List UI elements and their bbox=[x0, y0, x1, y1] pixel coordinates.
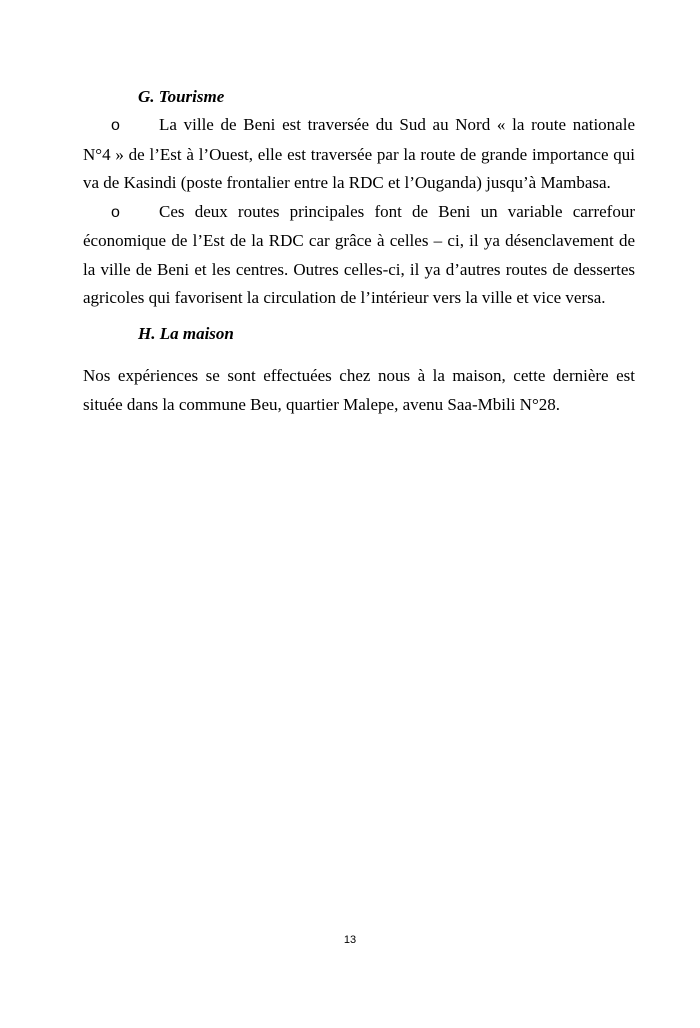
bullet-text: La ville de Beni est traversée du Sud au Nord « la route nationale N°4 » de l’Est à l’Ouest, elle est traversée par la route de grande importance qui va de Kasindi (poste frontalier entre la RDC et l’Ouganda) jusqu’à Mambasa. bbox=[83, 115, 635, 192]
section-heading-tourisme: G. Tourisme bbox=[138, 87, 225, 106]
page-number: 13 bbox=[343, 934, 357, 946]
body-paragraph: Nos expériences se sont effectuées chez nous à la maison, cette dernière est située dans la commune Beu, quartier Malepe, avenu Saa-Mbili N°28. bbox=[83, 366, 635, 414]
tourisme-bullets bbox=[83, 111, 635, 313]
bullet-marker: o bbox=[111, 203, 120, 221]
bullet-marker: o bbox=[111, 117, 120, 134]
section-heading-maison: H. La maison bbox=[138, 324, 234, 343]
bullet-paragraph bbox=[83, 198, 635, 313]
bullet-text: Ces deux routes principales font de Beni un variable carrefour économique de l’Est de la RDC car grâce à celles – ci, il ya désenclavement de la ville de Beni et les centres. Outres celles-ci, il ya d’autres routes de dessertes agricoles qui favorisent la circulation de l’intérieur vers la ville et vice versa. bbox=[83, 201, 635, 307]
bullet-paragraph bbox=[83, 111, 635, 198]
maison-text bbox=[83, 362, 635, 419]
